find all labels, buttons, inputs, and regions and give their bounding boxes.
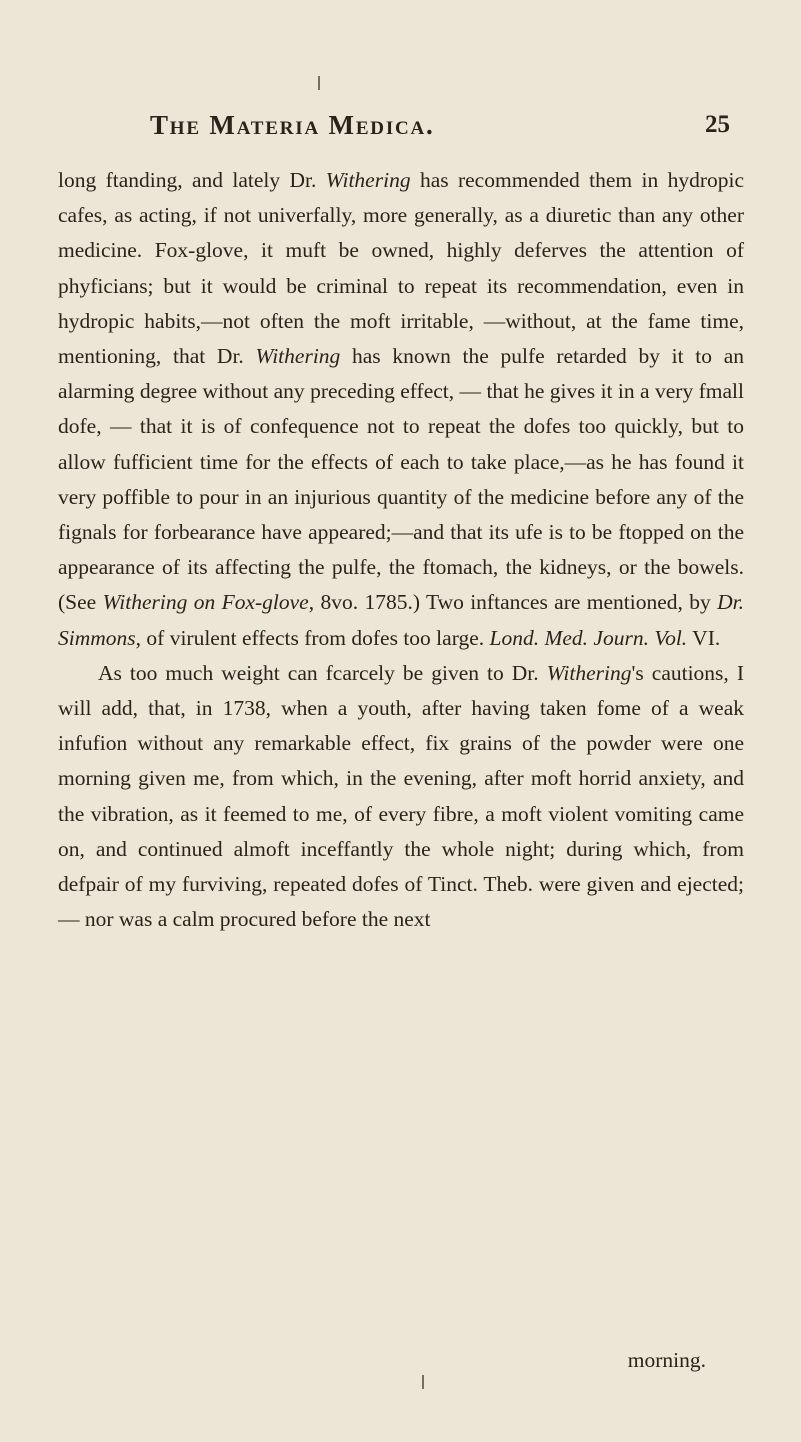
catchword: morning. [627,1348,706,1372]
page-header [150,100,730,150]
text-run: VI. [687,625,721,650]
text-run: 's cautions, I will add, that, in 1738, when a youth, after having taken fome of a weak infufion without any remarkable effect, fix grains of the powder were one morning given me, from which, in the evening, after moft horrid anxiety, and the vibration, as it feemed to me, of every fibre, a moft violent vomiting came on, and continued almoft inceffantly the whole night; during which, from defpair of my furviving, repeated dofes of Tinct. Theb. were given and ejected;— nor was a calm procured before the next [58,660,744,932]
print-mark [422,1375,424,1389]
paragraph-1 [58,163,744,656]
text-run: , of virulent effects from dofes too large. [135,625,490,650]
italic-run: Withering [325,168,411,192]
body-text [58,163,744,937]
paragraph-2 [58,656,744,938]
italic-run: Withering on Fox-glove [102,590,309,615]
italic-run: Dr. Simmons [58,590,744,650]
print-mark [318,76,320,90]
text-run: As too much weight can fcarcely be given to Dr. [98,660,547,685]
text-run: has known the pulfe retarded by it to an alarming degree without any preceding effect, — that he gives it in a very fmall dofe, — that it is of confequence not to repeat the dofes too quickly, but to allow fufficient time for the effects of each to take place,—as he has found it very poffible to pour in an injurious quantity of the medicine before any of the fignals for forbearance have appeared;—and that its ufe is to be ftopped on the appearance of its affecting the pulfe, the ftomach, the kidneys, or the bowels. (See [58,344,744,615]
text-run: long ftanding, and lately Dr. [58,168,326,192]
text-run: , 8vo. 1785.) Two inftances are mentioned, by [308,590,718,615]
italic-run: Lond. Med. Journ. Vol. [489,625,688,650]
running-title: The Materia Medica. [150,109,435,140]
italic-run: Withering [255,344,341,369]
italic-run: Withering [546,660,632,685]
text-run: has recommended them in hydropic cafes, as acting, if not univerfally, more generally, as a diuretic than any other medicine. Fox-glove, it muft be owned, highly deferves the attention of phyficians; but it would be criminal to repeat its recommendation, even in hydropic habits,—not often the moft irritable, —without, at the fame time, mentioning, that Dr. [58,168,744,369]
page-number: 25 [705,111,730,138]
